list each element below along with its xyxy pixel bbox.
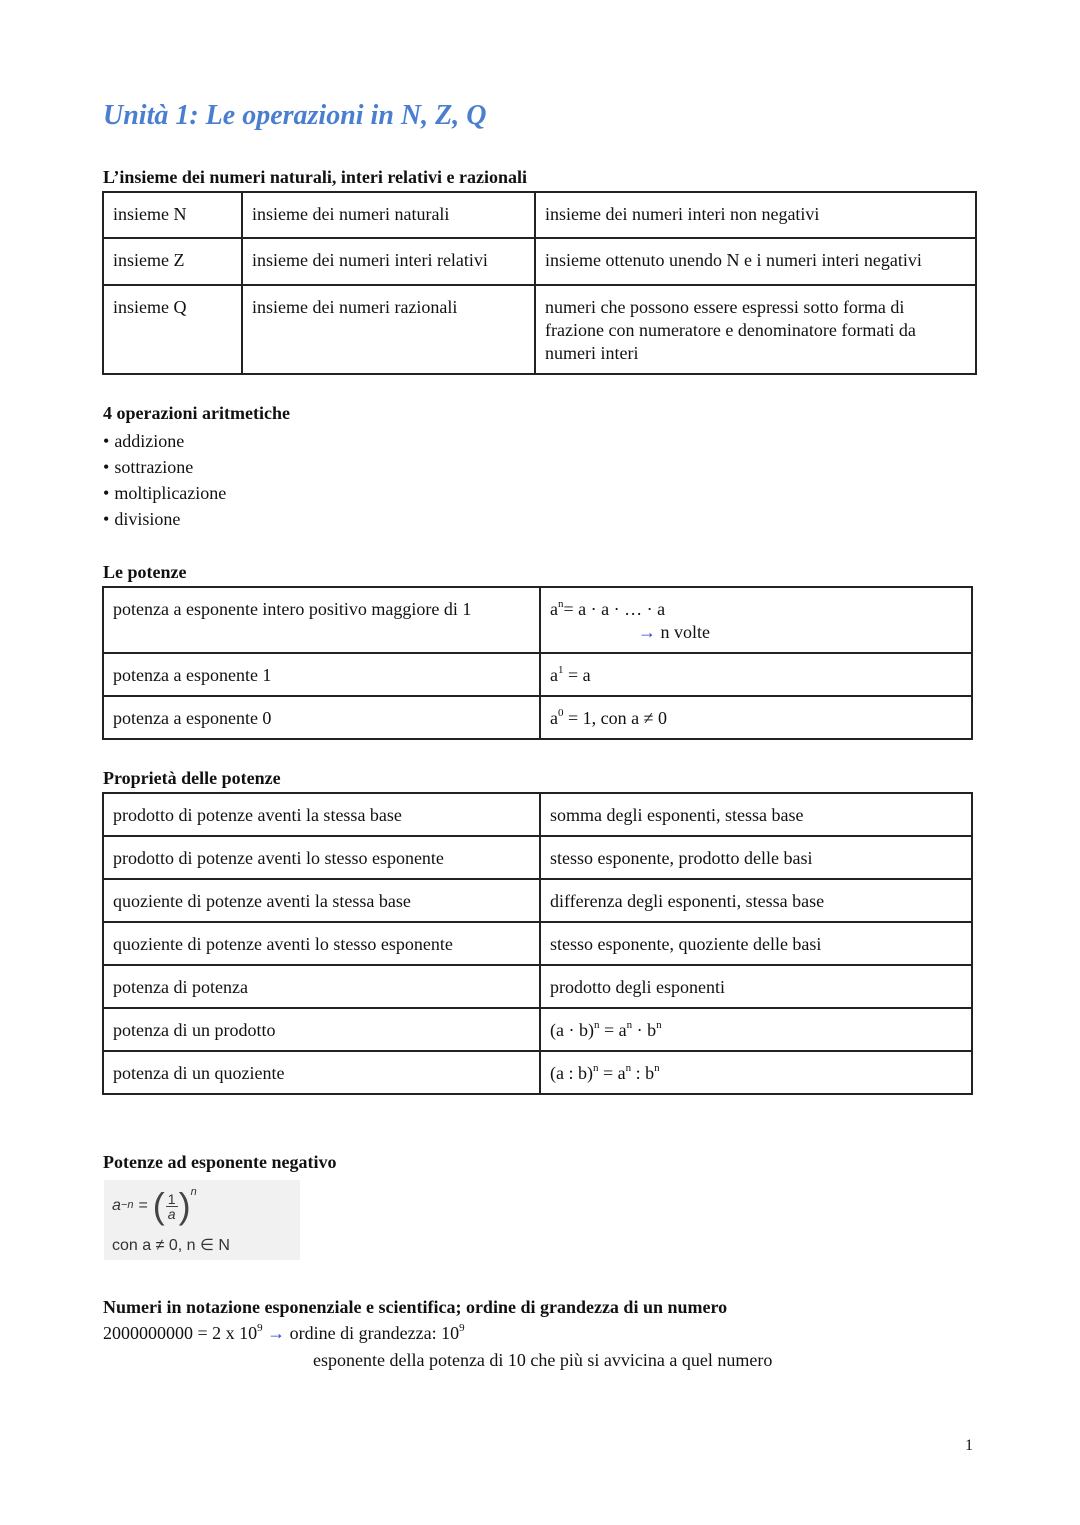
table-row bbox=[103, 653, 972, 696]
sets-heading: L’insieme dei numeri naturali, interi relativi e razionali bbox=[103, 167, 527, 187]
table-cell: potenza di potenza bbox=[103, 965, 540, 1008]
table-cell: potenza a esponente 0 bbox=[103, 696, 540, 739]
sets-table bbox=[102, 191, 977, 375]
table-cell: prodotto degli esponenti bbox=[540, 965, 972, 1008]
formula: a $^{-n}$ = ( $\frac{1}{a}$ ) $^n$ bbox=[112, 1185, 197, 1226]
formula-cell: $a^1 = a$ bbox=[540, 653, 972, 696]
table-cell: insieme Q bbox=[103, 285, 242, 374]
table-row bbox=[103, 793, 972, 836]
table-row bbox=[103, 285, 976, 374]
formula: $a^n= a \cdot a$ · … · a bbox=[550, 598, 666, 619]
page-number: 1 bbox=[965, 1437, 973, 1454]
page-title: Unità 1: Le operazioni in N, Z, Q bbox=[103, 100, 487, 131]
table-row bbox=[103, 965, 972, 1008]
table-row bbox=[103, 192, 976, 238]
arrow-icon: → bbox=[267, 1323, 286, 1343]
list-item: • sottrazione bbox=[103, 454, 226, 480]
table-cell: numeri che possono essere espressi sotto forma di frazione con numeratore e denominatore formati da numeri interi bbox=[535, 285, 976, 374]
formula-cell: (a : $b)^n = a^n$ : $b^n$ bbox=[540, 1051, 972, 1094]
operations-list bbox=[103, 428, 226, 532]
table-row bbox=[103, 587, 972, 653]
formula-cell: $(a \cdot b)^n = a^n \cdot b^n$ bbox=[540, 1008, 972, 1051]
note: → n volte bbox=[638, 622, 710, 642]
formula-condition: con a ≠ 0, n ∈ N bbox=[112, 1237, 230, 1254]
table-cell: insieme ottenuto unendo N e i numeri interi negativi bbox=[535, 238, 976, 285]
properties-table bbox=[102, 792, 973, 1095]
table-cell: insieme Z bbox=[103, 238, 242, 285]
table-cell: potenza a esponente 1 bbox=[103, 653, 540, 696]
powers-heading: Le potenze bbox=[103, 562, 187, 582]
negative-exponent-formula-image bbox=[104, 1180, 300, 1260]
table-cell: stesso esponente, quoziente delle basi bbox=[540, 922, 972, 965]
table-cell: differenza degli esponenti, stessa base bbox=[540, 879, 972, 922]
table-cell: insieme dei numeri interi non negativi bbox=[535, 192, 976, 238]
table-cell: potenza di un quoziente bbox=[103, 1051, 540, 1094]
properties-heading: Proprietà delle potenze bbox=[103, 768, 281, 788]
table-cell: insieme dei numeri razionali bbox=[242, 285, 535, 374]
powers-table bbox=[102, 586, 973, 740]
list-item: • moltiplicazione bbox=[103, 480, 226, 506]
table-cell: potenza a esponente intero positivo maggiore di 1 bbox=[103, 587, 540, 653]
table-cell: stesso esponente, prodotto delle basi bbox=[540, 836, 972, 879]
table-cell: prodotto di potenze aventi lo stesso esponente bbox=[103, 836, 540, 879]
table-row bbox=[103, 922, 972, 965]
table-cell: somma degli esponenti, stessa base bbox=[540, 793, 972, 836]
list-item: • divisione bbox=[103, 506, 226, 532]
scientific-explanation: esponente della potenza di 10 che più si avvicina a quel numero bbox=[313, 1350, 773, 1370]
table-row bbox=[103, 238, 976, 285]
formula-cell bbox=[540, 587, 972, 653]
table-cell: potenza di un prodotto bbox=[103, 1008, 540, 1051]
table-cell: quoziente di potenze aventi lo stesso esponente bbox=[103, 922, 540, 965]
operations-heading: 4 operazioni aritmetiche bbox=[103, 403, 290, 423]
scientific-heading: Numeri in notazione esponenziale e scientifica; ordine di grandezza di un numero bbox=[103, 1297, 728, 1317]
table-row bbox=[103, 1008, 972, 1051]
table-row bbox=[103, 836, 972, 879]
table-cell: insieme N bbox=[103, 192, 242, 238]
table-cell: insieme dei numeri interi relativi bbox=[242, 238, 535, 285]
arrow-icon: → bbox=[638, 622, 656, 642]
list-item: • addizione bbox=[103, 428, 226, 454]
table-cell: prodotto di potenze aventi la stessa base bbox=[103, 793, 540, 836]
table-row bbox=[103, 696, 972, 739]
negative-exponent-heading: Potenze ad esponente negativo bbox=[103, 1152, 337, 1172]
table-cell: quoziente di potenze aventi la stessa base bbox=[103, 879, 540, 922]
table-cell: insieme dei numeri naturali bbox=[242, 192, 535, 238]
formula-cell: $a^0 = 1$, con a ≠ 0 bbox=[540, 696, 972, 739]
table-row bbox=[103, 879, 972, 922]
table-row bbox=[103, 1051, 972, 1094]
scientific-example: 2000000000 = 2 x $10^9$ → ordine di grandezza: $10^9$ bbox=[103, 1322, 465, 1343]
